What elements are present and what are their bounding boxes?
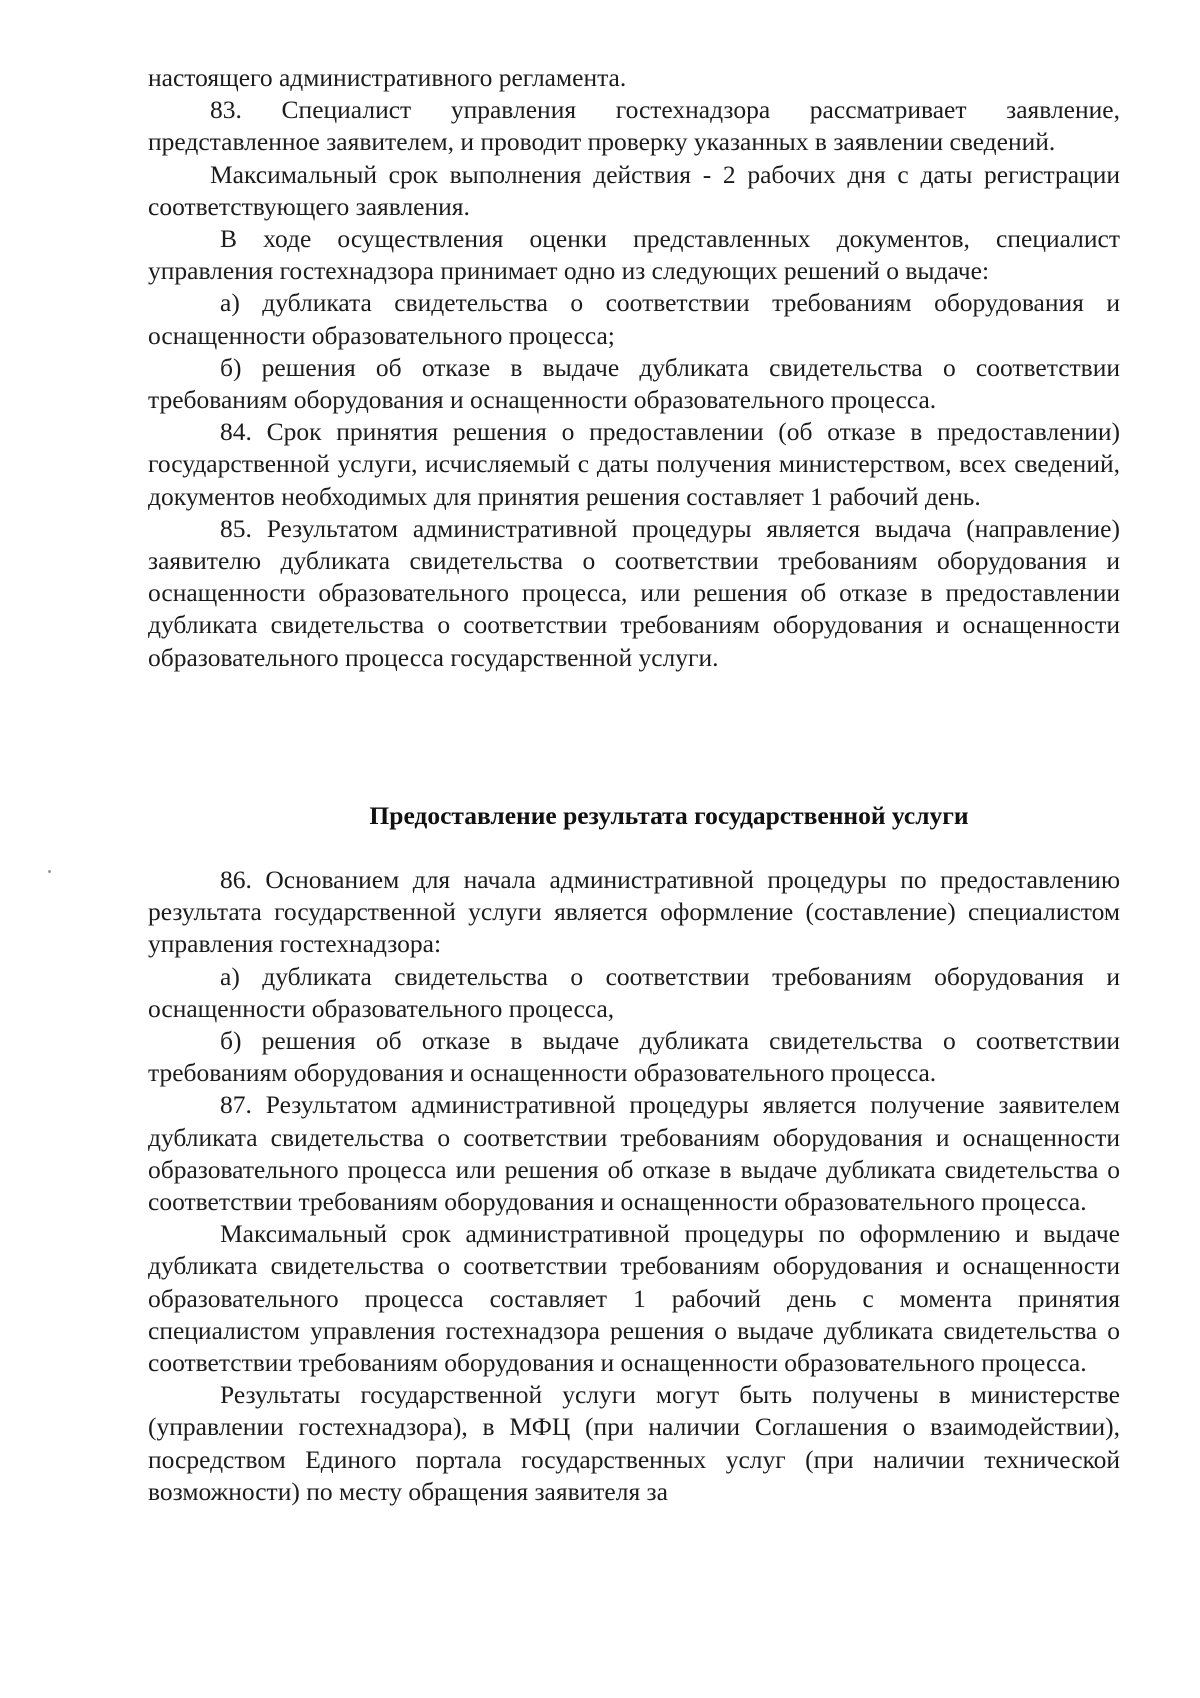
paragraph-84: 84. Срок принятия решения о предоставлении (об отказе в предоставлении) государственной услуги, исчисляемый с даты получения министерством, всех сведений, документов необходимых для принятия решения составляет 1 рабочий день. xyxy=(148,417,1120,511)
paragraph-evaluation: В ходе осуществления оценки представленных документов, специалист управления гостехнадзора принимает одно из следующих решений о выдаче: xyxy=(148,224,1120,286)
document-body-top xyxy=(148,62,1120,674)
paragraph-86: 86. Основанием для начала административной процедуры по предоставлению результата государственной услуги является оформление (составление) специалистом управления гостехнадзора: xyxy=(148,865,1120,959)
scan-artifact-dot xyxy=(48,870,51,873)
document-body-bottom xyxy=(148,864,1120,1508)
paragraph-85: 85. Результатом административной процедуры является выдача (направление) заявителю дубликата свидетельства о соответствии требованиям оборудования и оснащенности образовательного процесса, или решения об отказе в предоставлении дубликата свидетельства о соответствии требованиям оборудования и оснащенности образовательного процесса государственной услуги. xyxy=(148,513,1120,672)
list-item-b: б) решения об отказе в выдаче дубликата свидетельства о соответствии требованиям оборудования и оснащенности образовательного процесса. xyxy=(148,352,1120,415)
list-item-b-2: б) решения об отказе в выдаче дубликата свидетельства о соответствии требованиям оборудования и оснащенности образовательного процесса. xyxy=(148,1026,1120,1088)
paragraph-83: 83. Специалист управления гостехнадзора рассматривает заявление, представленное заявителем, и проводит проверку указанных в заявлении сведений. xyxy=(148,95,1120,157)
section-heading: Предоставление результата государственной услуги xyxy=(369,801,969,830)
paragraph-continuation: настоящего административного регламента. xyxy=(148,63,627,92)
list-item-a-2: а) дубликата свидетельства о соответствии требованиям оборудования и оснащенности образовательного процесса, xyxy=(148,961,1120,1023)
list-item-a: а) дубликата свидетельства о соответствии требованиям оборудования и оснащенности образовательного процесса; xyxy=(148,288,1120,350)
paragraph-results: Результаты государственной услуги могут быть получены в министерстве (управлении гостехнадзора), в МФЦ (при наличии Соглашения о взаимодействии), посредством Единого портала государственных услуг (при наличии технической возможности) по месту обращения заявителя за xyxy=(148,1380,1120,1506)
paragraph-87: 87. Результатом административной процедуры является получение заявителем дубликата свидетельства о соответствии требованиям оборудования и оснащенности образовательного процесса или решения об отказе в выдаче дубликата свидетельства о соответствии требованиям оборудования и оснащенности образовательного процесса. xyxy=(148,1090,1120,1217)
paragraph-deadline: Максимальный срок выполнения действия - 2 рабочих дня с даты регистрации соответствующего заявления. xyxy=(148,159,1120,221)
paragraph-max-term: Максимальный срок административной процедуры по оформлению и выдаче дубликата свидетельства о соответствии требованиям оборудования и оснащенности образовательного процесса составляет 1 рабочий день с момента принятия специалистом управления гостехнадзора решения о выдаче дубликата свидетельства о соответствии требованиям оборудования и оснащенности образовательного процесса. xyxy=(148,1219,1120,1378)
